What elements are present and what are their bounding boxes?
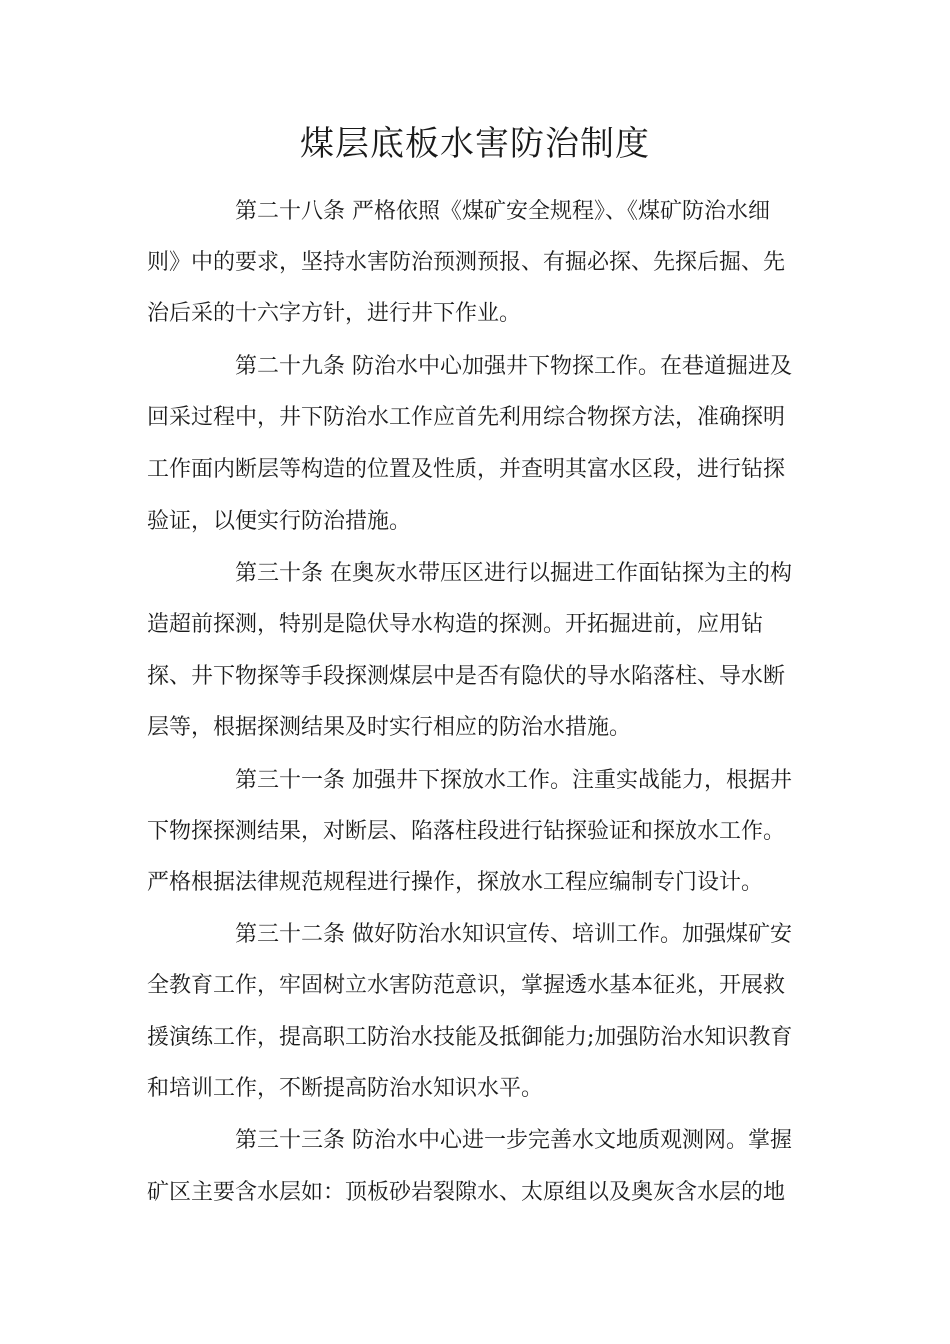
document-title: 煤层底板水害防治制度 [300,124,650,164]
article-28-line-2: 则》中的要求，坚持水害防治预测预报、有掘必探、先探后掘、先 [147,250,786,275]
article-32-line-4: 和培训工作，不断提高防治水知识水平。 [147,1076,544,1101]
article-29-line-4: 验证，以便实行防治措施。 [147,509,412,534]
article-33-line-2: 矿区主要含水层如：顶板砂岩裂隙水、太原组以及奥灰含水层的地 [147,1180,786,1205]
article-29-line-2: 回采过程中，井下防治水工作应首先利用综合物探方法，准确探明 [147,405,786,430]
article-28-line-3: 治后采的十六字方针，进行井下作业。 [147,301,522,326]
article-32-line-2: 全教育工作，牢固树立水害防范意识，掌握透水基本征兆，开展救 [147,973,786,998]
article-30-line-2: 造超前探测，特别是隐伏导水构造的探测。开拓掘进前，应用钻 [147,612,764,637]
article-30-line-3: 探、井下物探等手段探测煤层中是否有隐伏的导水陷落柱、导水断 [147,664,786,689]
article-30-line-1: 第三十条 在奥灰水带压区进行以掘进工作面钻探为主的构 [235,561,792,586]
article-33-line-1: 第三十三条 防治水中心进一步完善水文地质观测网。掌握 [235,1128,792,1153]
article-29-line-3: 工作面内断层等构造的位置及性质，并查明其富水区段，进行钻探 [147,457,786,482]
article-31-line-2: 下物探探测结果，对断层、陷落柱段进行钻探验证和探放水工作。 [147,819,786,844]
article-28-line-1: 第二十八条 严格依照《煤矿安全规程》、《煤矿防治水细 [235,199,770,224]
article-32-line-3: 援演练工作，提高职工防治水技能及抵御能力;加强防治水知识教育 [147,1025,793,1050]
article-31-line-1: 第三十一条 加强井下探放水工作。注重实战能力，根据井 [235,768,792,793]
article-31-line-3: 严格根据法律规范规程进行操作，探放水工程应编制专门设计。 [147,870,764,895]
article-29-line-1: 第二十九条 防治水中心加强井下物探工作。在巷道掘进及 [235,354,792,379]
article-32-line-1: 第三十二条 做好防治水知识宣传、培训工作。加强煤矿安 [235,922,792,947]
article-30-line-4: 层等，根据探测结果及时实行相应的防治水措施。 [147,715,632,740]
